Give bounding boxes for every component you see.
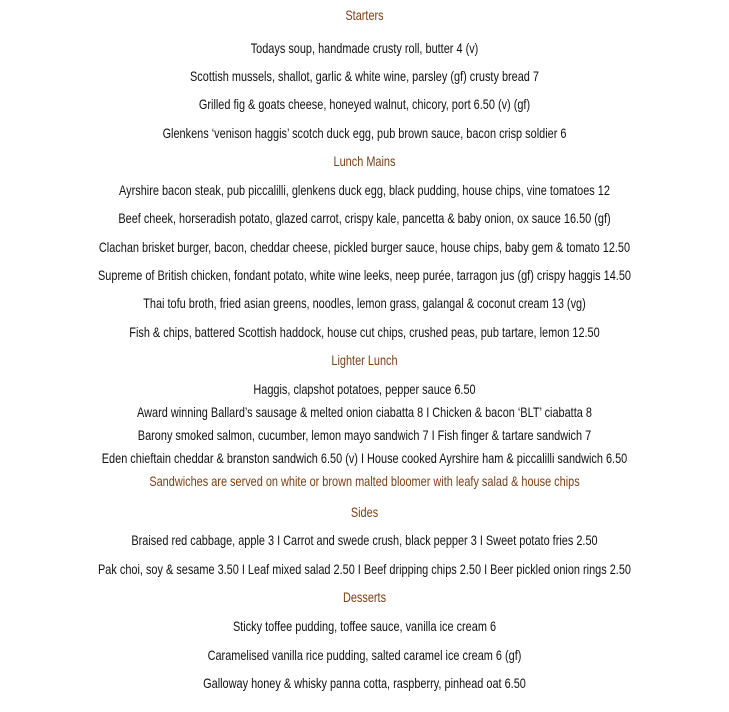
starters-item: Grilled fig & goats cheese, honeyed walnut, chicory, port 6.50 (v) (gf) [198, 96, 531, 112]
lunch-mains-item: Beef cheek, horseradish potato, glazed carrot, crispy kale, pancetta & baby onion, ox sauce 16.50 (gf) [118, 210, 611, 226]
starters-item: Glenkens ‘venison haggis’ scotch duck egg, pub brown sauce, bacon crisp soldier 6 [162, 125, 567, 141]
desserts-heading: Desserts [342, 589, 387, 605]
sides-heading: Sides [350, 504, 379, 520]
lunch-mains-item: Ayrshire bacon steak, pub piccalilli, glenkens duck egg, black pudding, house chips, vine tomatoes 12 [119, 182, 610, 198]
lunch-mains-item: Thai tofu broth, fried asian greens, noodles, lemon grass, galangal & coconut cream 13 (vg) [143, 295, 586, 311]
lunch-mains-item: Supreme of British chicken, fondant potato, white wine leeks, neep purée, tarragon jus (gf) crispy haggis 14.50 [98, 267, 631, 283]
starters-item: Scottish mussels, shallot, garlic & white wine, parsley (gf) crusty bread 7 [190, 68, 539, 84]
desserts-item: Sticky toffee pudding, toffee sauce, vanilla ice cream 6 [232, 618, 497, 634]
starters-heading: Starters [345, 7, 384, 23]
desserts-item: Caramelised vanilla rice pudding, salted caramel ice cream 6 (gf) [207, 647, 522, 663]
lighter-lunch-heading: Lighter Lunch [331, 352, 398, 368]
desserts-item: Galloway honey & whisky panna cotta, raspberry, pinhead oat 6.50 [203, 675, 526, 691]
sandwich-note: Sandwiches are served on white or brown malted bloomer with leafy salad & house chips [149, 473, 580, 489]
lighter-lunch-item: Haggis, clapshot potatoes, pepper sauce 6.50 [253, 381, 476, 397]
sides-item: Braised red cabbage, apple 3 I Carrot and swede crush, black pepper 3 I Sweet potato fries 2.50 [131, 532, 598, 548]
sides-item: Pak choi, soy & sesame 3.50 I Leaf mixed salad 2.50 I Beef dripping chips 2.50 I Beer pickled onion rings 2.50 [98, 561, 631, 577]
lighter-lunch-item: Award winning Ballard’s sausage & melted onion ciabatta 8 I Chicken & bacon ‘BLT’ ciabatta 8 [137, 404, 592, 420]
lighter-lunch-item: Eden chieftain cheddar & branston sandwich 6.50 (v) I House cooked Ayrshire ham & piccalilli sandwich 6.50 [101, 450, 628, 466]
starters-item: Todays soup, handmade crusty roll, butter 4 (v) [250, 40, 479, 56]
lighter-lunch-item: Barony smoked salmon, cucumber, lemon mayo sandwich 7 I Fish finger & tartare sandwich 7 [137, 427, 592, 443]
lunch-mains-item: Fish & chips, battered Scottish haddock, house cut chips, crushed peas, pub tartare, lemon 12.50 [129, 324, 600, 340]
lunch-mains-item: Clachan brisket burger, bacon, cheddar cheese, pickled burger sauce, house chips, baby gem & tomato 12.50 [98, 239, 631, 255]
lunch-mains-heading: Lunch Mains [333, 153, 396, 169]
